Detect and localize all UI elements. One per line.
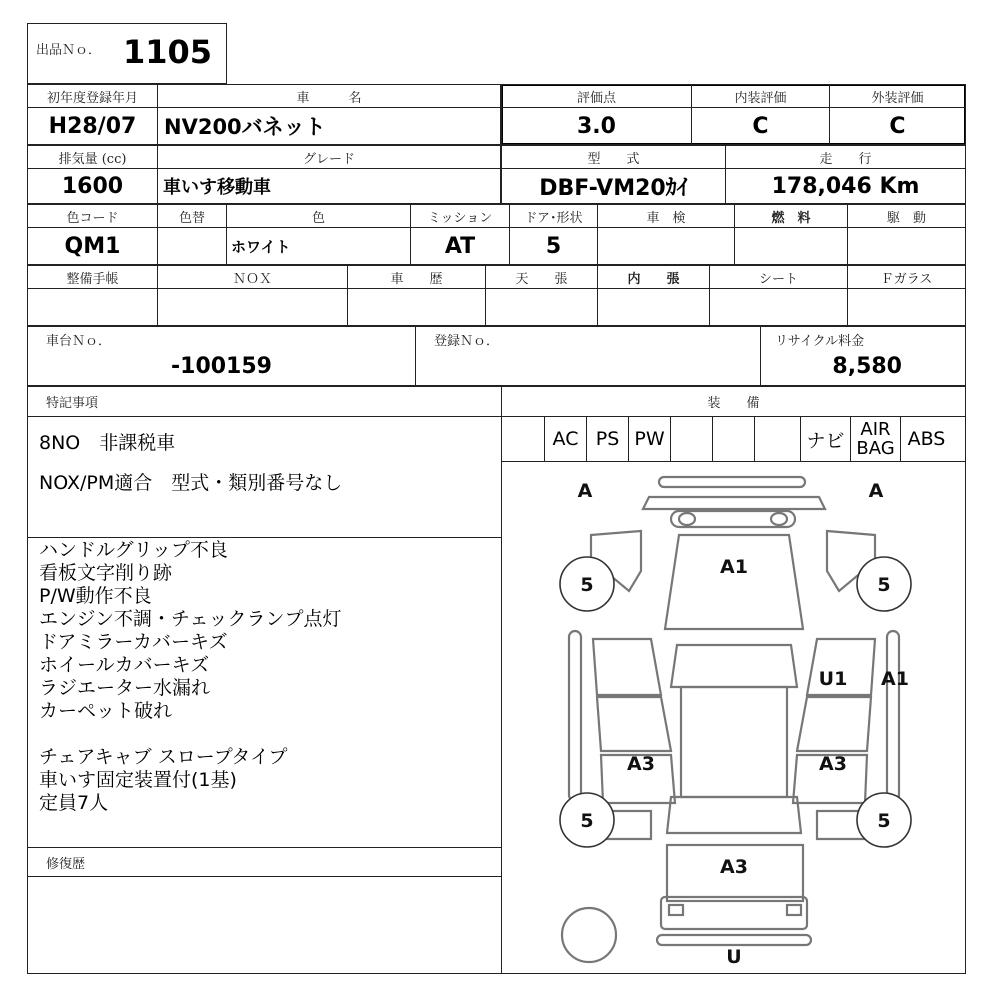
mark-right-front-door: U1 (818, 668, 848, 690)
mark-tire-front-right: 5 (877, 574, 891, 596)
nox-value-cell (157, 288, 348, 326)
car-diagram (501, 461, 966, 974)
sunroof-label: 天 張 (515, 271, 568, 287)
fuel-value-cell (734, 227, 848, 265)
mileage-label-cell (725, 145, 966, 169)
interior-trim-label: 内 張 (627, 271, 680, 287)
first-reg-label-cell (27, 84, 158, 108)
seat-label: シート (758, 271, 798, 287)
color-code-label: 色コード (66, 210, 119, 226)
drive-value (848, 228, 965, 264)
exterior-label: 外装評価 (871, 90, 924, 106)
model-label-cell (501, 145, 726, 169)
recycle-value: 8,580 (832, 353, 902, 379)
equipment-label: 装 備 (707, 396, 760, 411)
interior-trim-label-cell (597, 265, 710, 289)
sunroof-value-cell (485, 288, 598, 326)
mark-tire-front-left: 5 (580, 574, 594, 596)
interior-value: C (752, 113, 769, 139)
grade-label: グレード (302, 151, 355, 167)
equipment-item: PW (628, 417, 670, 461)
chassis-label: 車台Ｎｏ． (46, 333, 112, 349)
mission-label-cell (410, 204, 510, 228)
spare-tire-shape (562, 908, 616, 962)
note-line: ドアミラーカバーキズ (39, 631, 228, 653)
repaint-label-cell (157, 204, 227, 228)
car-name-label-cell (157, 84, 501, 108)
nox-label-cell (157, 265, 348, 289)
chassis-value: -100159 (171, 353, 272, 379)
score-value: 3.0 (577, 113, 616, 139)
repair-value-cell (27, 876, 502, 974)
note-line: チェアキャブ スロープタイプ (39, 746, 288, 768)
lot-number-value: 1105 (123, 33, 213, 71)
lot-number-box (27, 23, 227, 84)
car-name-value: NV200バネット (164, 115, 326, 139)
registration-label: 登録Ｎｏ． (434, 333, 500, 349)
model-value-cell (501, 168, 726, 204)
exterior-value-cell (829, 107, 966, 145)
mark-rear-bumper: U (726, 946, 742, 968)
mileage-label: 走 行 (819, 151, 872, 167)
grade-value-cell (157, 168, 501, 204)
notes-label: 特記事項 (46, 396, 99, 411)
drive-label-cell (847, 204, 966, 228)
mark-front-left: A (577, 480, 593, 502)
inspection-value (598, 228, 734, 264)
color-code-value-cell (27, 227, 158, 265)
hood-shape (665, 535, 803, 629)
color-label-cell (226, 204, 411, 228)
drive-value-cell (847, 227, 966, 265)
note-line: カーペット破れ (39, 700, 173, 722)
mark-right-rear-door: A3 (819, 753, 847, 775)
model-value: DBF-VM20ｶｲ (539, 175, 688, 201)
color-label: 色 (311, 210, 325, 226)
left-slide-door-shape (597, 697, 671, 751)
rear-window-shape (667, 797, 801, 833)
sunroof-label-cell (485, 265, 598, 289)
registration-value (416, 349, 760, 383)
note-line: エンジン不調・チェックランプ点灯 (39, 608, 342, 630)
equipment-label-cell (501, 386, 966, 417)
notes-top-lines (39, 423, 342, 503)
exterior-value: C (889, 113, 906, 139)
interior-label-cell (691, 84, 830, 108)
color-value: ホワイト (231, 237, 291, 256)
door-label: ドア･形状 (524, 210, 583, 226)
equipment-item: PS (586, 417, 628, 461)
mark-tire-rear-left: 5 (580, 810, 594, 832)
front-grille-shape (643, 497, 825, 509)
right-slide-door-shape (797, 697, 871, 751)
fuel-value (735, 228, 847, 264)
repaint-value (158, 228, 226, 264)
car-name-label: 車 名 (296, 90, 362, 106)
grade-label-cell (157, 145, 501, 169)
note-line: ラジエーター水漏れ (39, 677, 211, 699)
door-value: 5 (545, 233, 562, 259)
mileage-value: 178,046 Km (771, 173, 920, 199)
mark-hood: A1 (720, 556, 748, 578)
interior-label: 内装評価 (734, 90, 787, 106)
left-front-door-shape (593, 639, 661, 695)
seat-label-cell (709, 265, 848, 289)
mileage-value-cell (725, 168, 966, 204)
model-label: 型 式 (587, 151, 640, 167)
repair-label: 修復歴 (46, 856, 86, 872)
grade-value: 車いす移動車 (163, 177, 271, 198)
recycle-cell (760, 326, 966, 386)
equipment-item: ABS (900, 417, 952, 461)
right-step-shape (887, 631, 899, 801)
repaint-value-cell (157, 227, 227, 265)
car-name-value-cell (157, 107, 501, 145)
chassis-cell (27, 326, 416, 386)
equipment-item (670, 417, 712, 461)
registration-cell (415, 326, 761, 386)
note-line: 車いす固定装置付(1基) (39, 769, 237, 791)
interior-trim-value-cell (597, 288, 710, 326)
seat-value-cell (709, 288, 848, 326)
equipment-item (712, 417, 754, 461)
mark-tire-rear-right: 5 (877, 810, 891, 832)
displacement-value-cell (27, 168, 158, 204)
note-line: P/W動作不良 (39, 585, 152, 607)
note-line: 8NO 非課税車 (39, 432, 176, 454)
mission-label: ミッション (427, 210, 493, 226)
displacement-label-cell (27, 145, 158, 169)
notes-bottom-lines (39, 539, 341, 815)
mission-value-cell (410, 227, 510, 265)
left-step-shape (569, 631, 581, 801)
interior-value-cell (691, 107, 830, 145)
color-code-value: QM1 (64, 233, 121, 259)
equipment-item (502, 417, 544, 461)
history-label: 車 歴 (390, 271, 443, 287)
color-value-cell (226, 227, 411, 265)
f-glass-label: Ｆガラス (880, 271, 933, 287)
maintenance-label-cell (27, 265, 158, 289)
repaint-label: 色替 (178, 210, 205, 226)
mark-right-front-fender: A1 (881, 668, 909, 690)
exterior-label-cell (829, 84, 966, 108)
door-label-cell (509, 204, 598, 228)
equipment-item: AC (544, 417, 586, 461)
note-line: NOX/PM適合 型式・類別番号なし (39, 472, 343, 494)
f-glass-value-cell (847, 288, 966, 326)
equipment-item: ナビ (800, 417, 850, 461)
recycle-label: リサイクル料金 (775, 333, 865, 349)
equipment-row (501, 416, 966, 462)
first-reg-value: H28/07 (48, 113, 137, 139)
note-line: ハンドルグリップ不良 (39, 539, 228, 561)
note-line (39, 723, 341, 746)
first-reg-label: 初年度登録年月 (46, 90, 138, 106)
nox-label: ＮＯＸ (232, 271, 272, 287)
repair-label-cell (27, 847, 502, 877)
equipment-item: AIR BAG (850, 417, 900, 461)
note-line: 定員7人 (39, 792, 109, 814)
score-value-cell (501, 107, 692, 145)
note-line: ホイールカバーキズ (39, 654, 210, 676)
notes-label-cell (27, 386, 502, 417)
inspection-label-cell (597, 204, 735, 228)
displacement-value: 1600 (61, 173, 124, 199)
fuel-label-cell (734, 204, 848, 228)
mark-left-rear-door: A3 (627, 753, 655, 775)
notes-bottom-cell (27, 537, 502, 848)
maintenance-value-cell (27, 288, 158, 326)
history-value-cell (347, 288, 486, 326)
mark-front-right: A (868, 480, 884, 502)
displacement-label: 排気量 (cc) (58, 151, 127, 167)
drive-label: 駆 動 (886, 210, 926, 226)
windshield-shape (671, 645, 797, 687)
inspection-value-cell (597, 227, 735, 265)
first-reg-value-cell (27, 107, 158, 145)
score-label: 評価点 (576, 90, 616, 106)
note-line: 看板文字削り跡 (39, 562, 173, 584)
color-code-label-cell (27, 204, 158, 228)
maintenance-label: 整備手帳 (66, 271, 119, 287)
f-glass-label-cell (847, 265, 966, 289)
history-label-cell (347, 265, 486, 289)
door-value-cell (509, 227, 598, 265)
score-label-cell (501, 84, 692, 108)
roof-shape (681, 687, 787, 797)
mission-value: AT (444, 233, 476, 259)
mark-rear-gate: A3 (720, 856, 748, 878)
fuel-label: 燃 料 (771, 210, 811, 226)
notes-top-cell (27, 416, 502, 538)
inspection-label: 車 検 (646, 210, 686, 226)
front-bumper-shape (659, 477, 805, 487)
equipment-item (754, 417, 800, 461)
lot-number-label: 出品Ｎｏ． (36, 42, 102, 58)
